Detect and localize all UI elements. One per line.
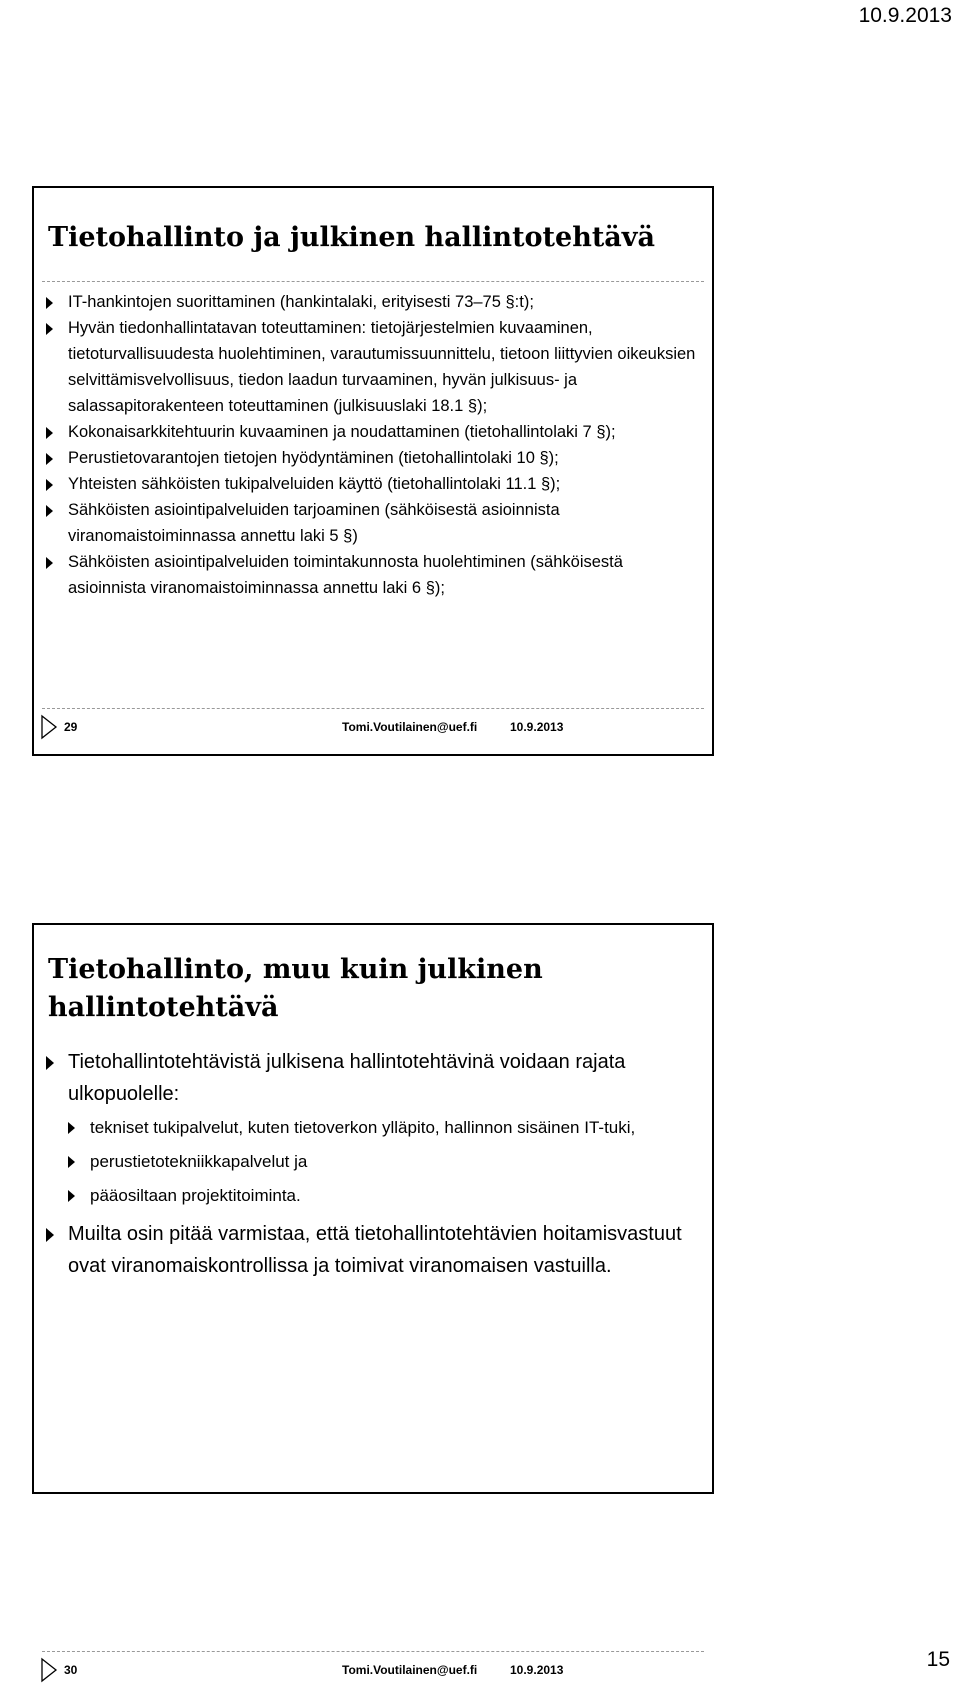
triangle-bullet-icon (46, 505, 53, 517)
slide-number: 30 (64, 1663, 78, 1677)
bullet-text: Yhteisten sähköisten tukipalveluiden käyttö (tietohallintolaki 11.1 §); (68, 475, 561, 493)
page-number: 15 (926, 1648, 950, 1671)
triangle-bullet-icon (46, 453, 53, 465)
triangle-bullet-icon (68, 1156, 75, 1168)
triangle-bullet-icon (46, 427, 53, 439)
triangle-bullet-icon (46, 557, 53, 569)
bullet-text: Tietohallintotehtävistä julkisena hallintotehtävinä voidaan rajata ulkopuolelle: (68, 1051, 626, 1105)
page-header-date: 10.9.2013 (858, 4, 952, 27)
slide-footer (40, 712, 702, 742)
list-item (46, 1218, 702, 1282)
footer-divider (42, 708, 704, 709)
bullet-text: Muilta osin pitää varmistaa, että tietohallintotehtävien hoitamisvastuut ovat viranomaiskontrollissa ja toimivat viranomaisen vastuilla. (68, 1223, 682, 1277)
list-item (46, 497, 702, 549)
triangle-bullet-icon (46, 323, 53, 335)
footer-date: 10.9.2013 (510, 1663, 564, 1677)
bullet-text: Hyvän tiedonhallintatavan toteuttaminen: tietojärjestelmien kuvaaminen, tietoturvallisuudesta huolehtiminen, varautumissuunnittelu, tietoon liittyvien oikeuksien selvittämisvelvollisuus, tiedon laadun turvaaminen, hyvän julkisuus- ja salassapitorakenteen toteuttaminen (julkisuuslaki 18.1 §); (68, 319, 696, 415)
bullet-text: Sähköisten asiointipalveluiden tarjoaminen (sähköisestä asioinnista viranomaistoiminnassa annettu laki 5 §) (68, 501, 560, 545)
triangle-bullet-icon (46, 1228, 54, 1242)
list-item (46, 445, 702, 471)
slide-29 (32, 186, 714, 756)
bullet-list (46, 289, 702, 601)
chevron-right-outline-icon (40, 1657, 58, 1683)
author-email: Tomi.Voutilainen@uef.fi (342, 1663, 478, 1677)
sub-bullet-text: tekniset tukipalvelut, kuten tietoverkon ylläpito, hallinnon sisäinen IT-tuki, (90, 1118, 636, 1137)
bullet-list (46, 1046, 702, 1290)
sub-list-item (68, 1148, 702, 1176)
bullet-text: Kokonaisarkkitehtuurin kuvaaminen ja noudattaminen (tietohallintolaki 7 §); (68, 423, 616, 441)
bullet-text: IT-hankintojen suorittaminen (hankintalaki, erityisesti 73–75 §:t); (68, 293, 534, 311)
triangle-bullet-icon (46, 479, 53, 491)
bullet-text: Perustietovarantojen tietojen hyödyntäminen (tietohallintolaki 10 §); (68, 449, 559, 467)
slide-footer (40, 1655, 702, 1685)
footer-date: 10.9.2013 (510, 720, 564, 734)
footer-divider (42, 1651, 704, 1652)
list-item (46, 471, 702, 497)
triangle-bullet-icon (46, 297, 53, 309)
list-item (46, 315, 702, 419)
sub-bullet-text: perustietotekniikkapalvelut ja (90, 1152, 308, 1171)
bullet-text: Sähköisten asiointipalveluiden toimintakunnosta huolehtiminen (sähköisestä asioinnista viranomaistoiminnassa annettu laki 6 §); (68, 553, 623, 597)
sub-list-item (68, 1114, 702, 1142)
slide-30 (32, 923, 714, 1677)
sub-bullet-text: pääosiltaan projektitoiminta. (90, 1186, 301, 1205)
slide-title: Tietohallinto ja julkinen hallintotehtävä (48, 222, 655, 253)
list-item (46, 289, 702, 315)
title-divider (42, 281, 704, 282)
list-item (46, 419, 702, 445)
chevron-right-outline-icon (40, 714, 58, 740)
sub-bullet-list (68, 1114, 702, 1210)
triangle-bullet-icon (68, 1190, 75, 1202)
sub-list-item (68, 1182, 702, 1210)
list-item (46, 1046, 702, 1210)
list-item (46, 549, 702, 601)
slide-number: 29 (64, 720, 78, 734)
triangle-bullet-icon (68, 1122, 75, 1134)
triangle-bullet-icon (46, 1056, 54, 1070)
slide-title: Tietohallinto, muu kuin julkinen hallintotehtävä (48, 954, 543, 1023)
author-email: Tomi.Voutilainen@uef.fi (342, 720, 478, 734)
